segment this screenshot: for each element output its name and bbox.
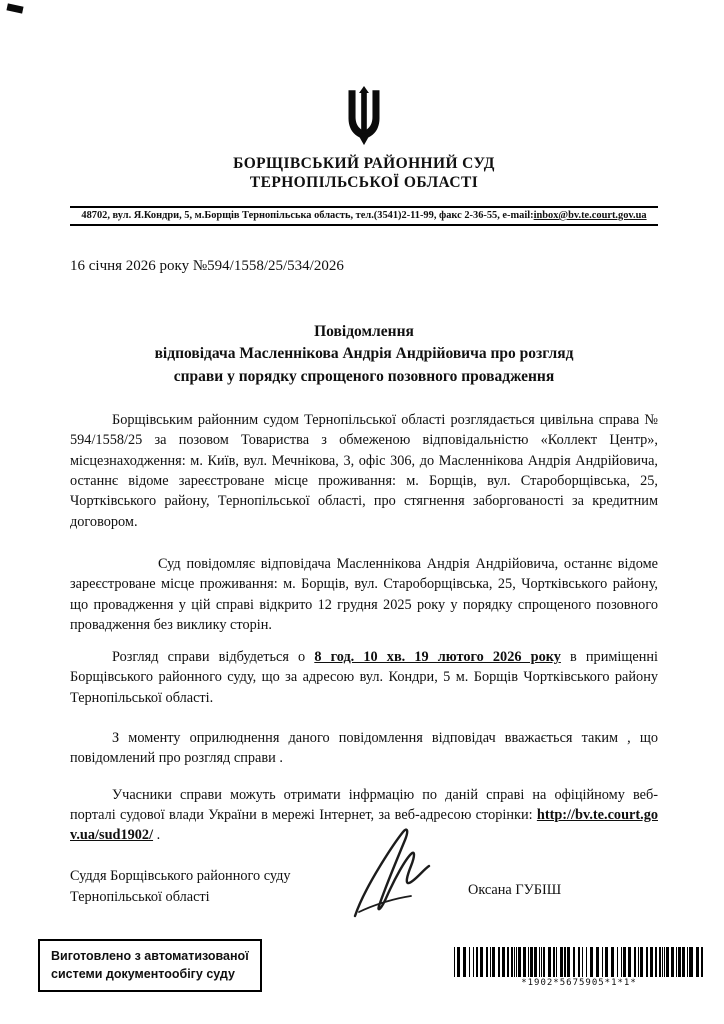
portal-info-text: Учасники справи можуть отримати інфрмацію по даній справі на офіційному веб-порталі судової влади України в мережі Інтернет, за веб-адресою сторінки:: [70, 786, 658, 823]
court-name-line1: БОРЩІВСЬКИЙ РАЙОННИЙ СУД: [233, 155, 495, 172]
document-title: [70, 321, 658, 388]
paragraph-web-portal-info: [70, 785, 658, 846]
judge-title-line1: Суддя Борщівського районного суду: [70, 867, 291, 884]
hearing-datetime: 8 год. 10 хв. 19 лютого 2026 року: [314, 649, 561, 666]
scan-artifact: [6, 3, 23, 13]
paragraph-hearing: [70, 647, 658, 708]
case-reference-line: 16 січня 2026 року №594/1558/25/534/2026: [70, 257, 344, 274]
judge-title: [70, 866, 658, 909]
automation-stamp: [38, 939, 262, 992]
letterhead: [70, 86, 658, 226]
court-portal-link[interactable]: http://bv.te.court.gov.ua/sud1902/: [70, 806, 658, 844]
title-line3: справи у порядку спрощеного позовного провадження: [173, 367, 555, 385]
portal-info-suffix: .: [153, 827, 161, 844]
ukraine-trident-emblem: [341, 86, 387, 148]
court-name-line2: ТЕРНОПІЛЬСЬКОЇ ОБЛАСТІ: [249, 174, 479, 192]
paragraph-court-notice: Суд повідомляє відповідача Масленнікова Андрія Андрійовича, останнє відоме зареєстроване місце проживання: м. Борщів, вул. Староборщівська, 25, Чортківського району, що провадження у цій справі відкрито 12 грудня 2025 року у порядку спрощеного позовного провадження без виклику сторін.: [70, 555, 658, 633]
stamp-line1: Виготовлено з автоматизованої: [51, 949, 249, 963]
title-line1: Повідомлення: [314, 322, 414, 340]
barcode-text: *1902*5675905*1*1*: [521, 978, 637, 988]
signature-block: [70, 866, 658, 926]
document-content: [0, 86, 724, 926]
contact-bar: [70, 206, 658, 226]
judge-title-line2: Тернопільської області: [70, 888, 210, 905]
paragraph-publication-notice: З моменту оприлюднення даного повідомлення відповідач вважається таким , що повідомлений про розгляд справи .: [70, 730, 658, 767]
email-link[interactable]: inbox@bv.te.court.gov.ua: [533, 209, 647, 221]
trident-svg: [341, 86, 387, 148]
barcode-bars: [454, 947, 704, 977]
judge-name: Оксана ГУБІШ: [468, 881, 562, 898]
contact-text: 48702, вул. Я.Кондри, 5, м.Борщів Тернопільська область, тел.(3541)2-11-99, факс 2-36-55, e-mail:: [81, 209, 534, 221]
barcode: [454, 947, 704, 988]
hearing-suffix: в приміщенні Борщівського районного суду, що за адресою вул. Кондри, 5 м. Борщів Чортківського району Тернопільської області.: [70, 649, 658, 706]
court-name: [70, 154, 658, 193]
stamp-line2: системи документообігу суду: [51, 966, 235, 981]
hearing-prefix: Розгляд справи відбудеться о: [112, 649, 315, 666]
paragraph-case-info: Борщівським районним судом Тернопільської області розглядається цивільна справа № 594/1558/25 за позовом Товариства з обмеженою відповідальністю «Коллект Центр», місцезнаходження: м. Київ, вул. Мечнікова, 3, офіс 306, до Масленнікова Андрія Андрійовича, останнє відоме зареєстроване місце проживання: м. Борщів, вул. Староборщівська, 25, Чортківського району, Тернопільської області, про стягнення заборгованості за кредитним договором.: [70, 412, 658, 530]
title-line2: відповідача Масленнікова Андрія Андрійовича про розгляд: [154, 345, 574, 363]
